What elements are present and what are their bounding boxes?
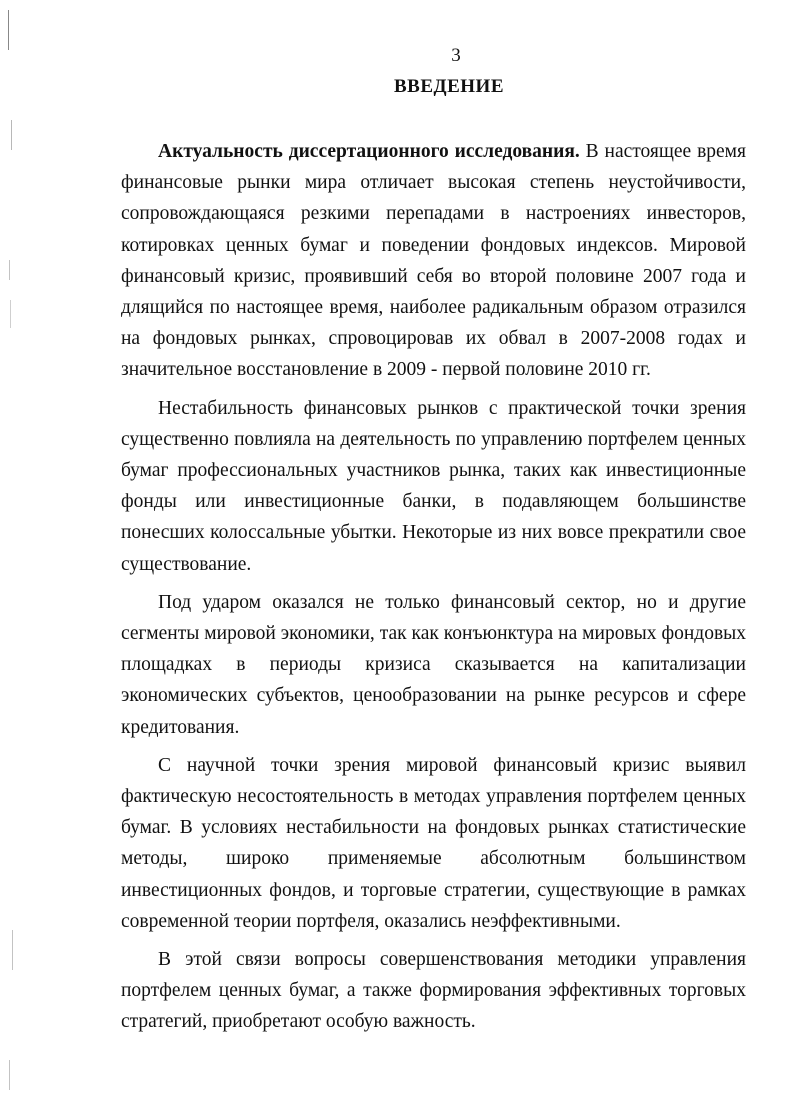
scan-edge-artifacts xyxy=(0,0,20,1099)
paragraph-2: Нестабильность финансовых рынков с практической точки зрения существенно повлияла на деятельность по управлению портфелем ценных бумаг профессиональных участников рынка, таких как инвестиционные фонды или инвестиционные банки, в подавляющем большинстве понесших колоссальные убытки. Некоторые из них вовсе прекратили свое существование. xyxy=(121,397,746,575)
paragraph-lead: Актуальность диссертационного исследования. xyxy=(158,141,580,162)
paragraph-1 xyxy=(121,136,746,386)
page-title: ВВЕДЕНИЕ xyxy=(394,76,504,97)
page-number: 3 xyxy=(451,45,461,66)
paragraph-text: В настоящее время финансовые рынки мира отличает высокая степень неустойчивости, сопровождающаяся резкими перепадами в настроениях инвесторов, котировках ценных бумаг и поведении фондовых индексов. Мировой финансовый кризис, проявивший себя во второй половине 2007 года и длящийся по настоящее время, наиболее радикальным образом отразился на фондовых рынках, спровоцировав их обвал в 2007-2008 годах и значительное восстановление в 2009 - первой половине 2010 гг. xyxy=(121,141,746,381)
body-text xyxy=(121,136,746,1045)
paragraph-3: Под ударом оказался не только финансовый сектор, но и другие сегменты мировой экономики, так как конъюнктура на мировых фондовых площадках в периоды кризиса сказывается на капитализации экономических субъектов, ценообразовании на рынке ресурсов и сфере кредитования. xyxy=(121,591,746,738)
paragraph-5: В этой связи вопросы совершенствования методики управления портфелем ценных бумаг, а также формирования эффективных торговых стратегий, приобретают особую важность. xyxy=(121,949,746,1033)
paragraph-4: С научной точки зрения мировой финансовый кризис выявил фактическую несостоятельность в методах управления портфелем ценных бумаг. В условиях нестабильности на фондовых рынках статистические методы, широко применяемые абсолютным большинством инвестиционных фондов, и торговые стратегии, существующие в рамках современной теории портфеля, оказались неэффективными. xyxy=(121,754,746,932)
